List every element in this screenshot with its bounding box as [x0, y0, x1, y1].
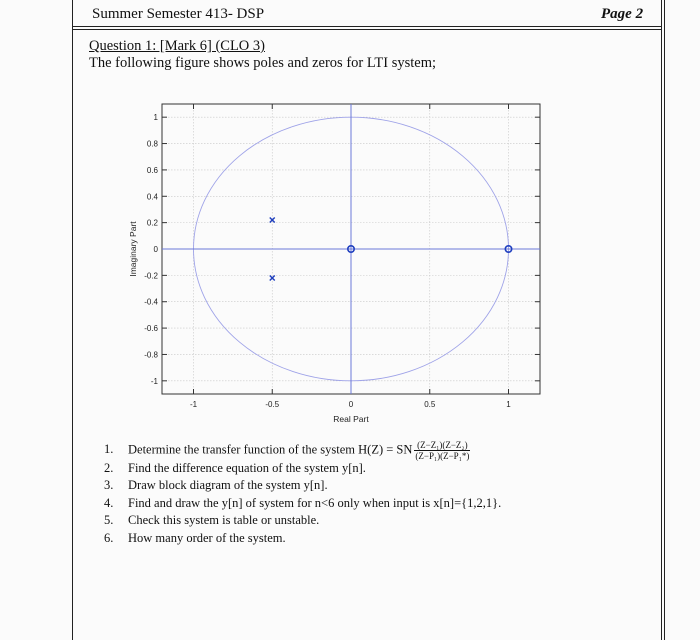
y-tick-label: 0 — [153, 245, 158, 254]
page-number: Page 2 — [601, 6, 644, 22]
question-title: Question 1: [Mark 6] (CLO 3) — [89, 38, 265, 54]
fraction-numerator: (Z−Z₁)(Z−Z₂) — [414, 440, 470, 451]
list-item — [104, 530, 501, 548]
question-list — [104, 440, 501, 547]
item-text: Draw block diagram of the system y[n]. — [128, 478, 328, 492]
item-number: 5. — [104, 513, 114, 527]
x-tick-label: -1 — [189, 400, 198, 409]
y-tick-label: -0.2 — [144, 271, 158, 281]
page-border-right — [661, 0, 662, 640]
y-tick-label: -1 — [150, 376, 158, 386]
item-number: 6. — [104, 530, 114, 545]
pole-zero-plot — [110, 100, 560, 430]
item-text: Find the difference equation of the system y[n]. — [128, 460, 366, 475]
page-border-left — [72, 0, 73, 640]
item-number: 4. — [104, 495, 114, 510]
y-tick-label: -0.8 — [144, 350, 158, 360]
list-item — [104, 495, 501, 513]
y-tick-label: 0.4 — [146, 192, 158, 202]
item-text: How many order of the system. — [128, 530, 286, 545]
list-item — [104, 460, 501, 478]
list-item — [104, 477, 501, 495]
list-item — [104, 512, 501, 530]
item-text: Find and draw the y[n] of system for n<6 only when input is x[n]={1,2,1}. — [128, 495, 502, 510]
item-text: Determine the transfer function of the system H(Z) = SN — [128, 442, 413, 457]
x-axis-label: Real Part — [333, 414, 369, 424]
header-rule — [72, 26, 662, 27]
transfer-fraction — [414, 440, 470, 461]
y-tick-label: 0.6 — [146, 165, 158, 175]
item-number: 3. — [104, 478, 114, 492]
fraction-denominator: (Z−P₁)(Z−P₁*) — [415, 451, 470, 461]
list-item — [104, 440, 501, 461]
course-header: Summer Semester 413- DSP — [92, 6, 265, 22]
y-tick-label: 0.8 — [146, 139, 158, 149]
y-tick-label: 0.2 — [146, 218, 158, 228]
page-border-right-outer — [664, 0, 665, 640]
x-tick-label: 0 — [348, 400, 354, 409]
y-tick-label: -0.6 — [144, 324, 158, 334]
item-number: 2. — [104, 460, 114, 475]
x-tick-label: -0.5 — [265, 400, 280, 409]
y-tick-label: -0.4 — [144, 297, 158, 307]
y-axis-label: Imaginary Part — [128, 221, 138, 277]
x-tick-label: 0.5 — [424, 400, 436, 409]
item-number: 1. — [104, 442, 114, 457]
y-tick-label: 1 — [153, 113, 158, 123]
header-rule-2 — [72, 29, 662, 30]
question-intro: The following figure shows poles and zeros for LTI system; — [89, 55, 436, 71]
item-text: Check this system is table or unstable. — [128, 513, 320, 527]
x-tick-label: 1 — [506, 400, 511, 409]
